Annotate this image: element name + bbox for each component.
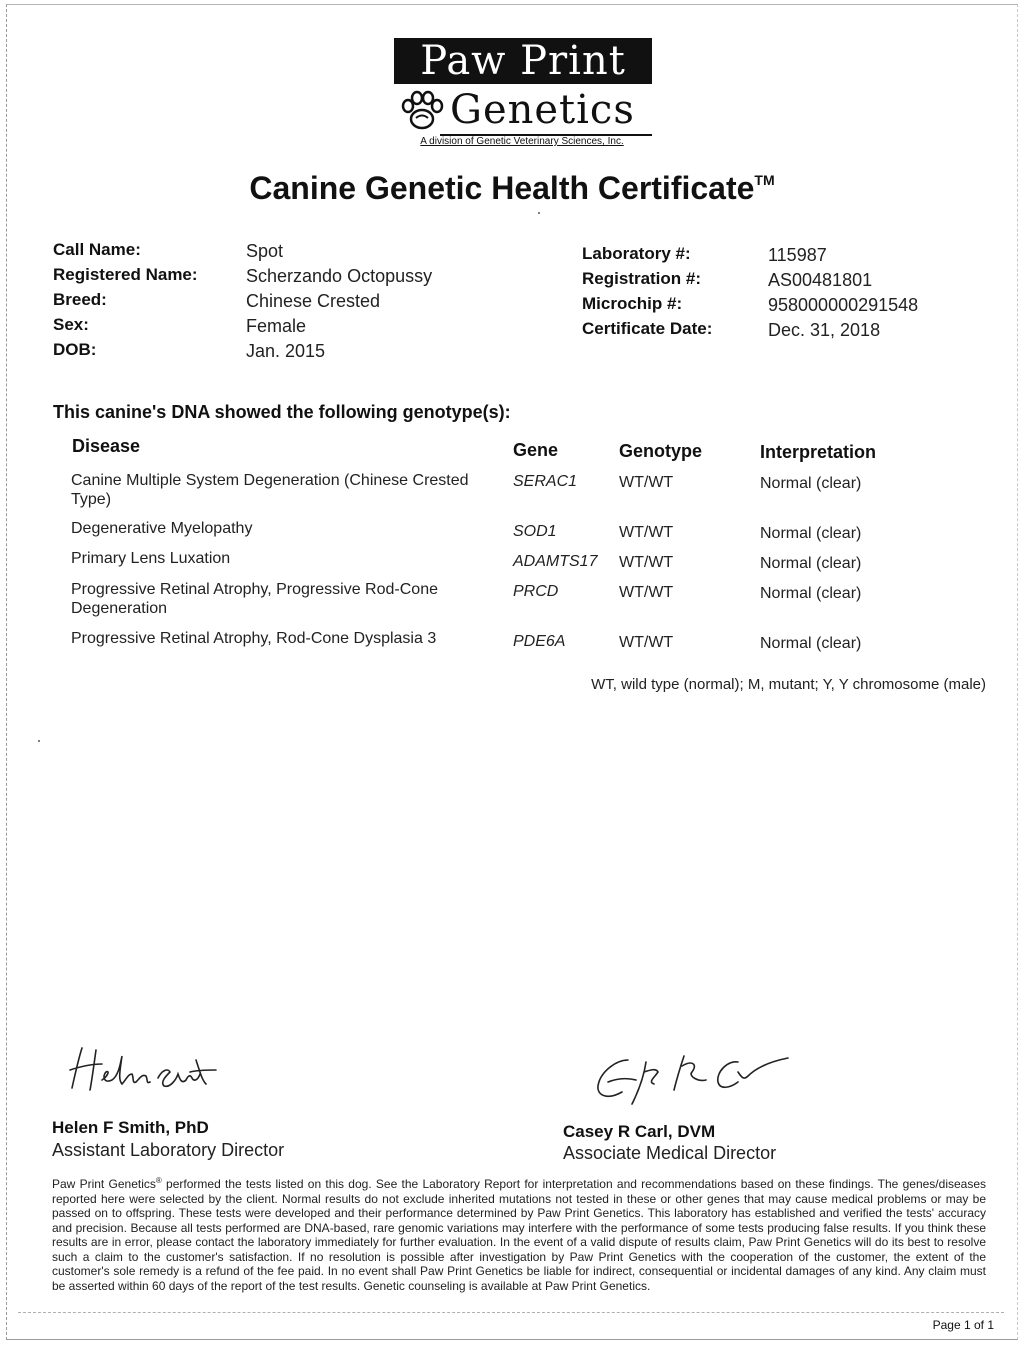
- sex-label: Sex:: [53, 315, 89, 334]
- call-name-value: Spot: [246, 241, 284, 261]
- table-row-disease: Progressive Retinal Atrophy, Progressive Rod-Cone Degeneration: [71, 581, 438, 617]
- footer-rule: [18, 1312, 1004, 1313]
- dob-value: Jan. 2015: [246, 341, 326, 361]
- logo-line-2: Genetics: [450, 87, 635, 133]
- signer-name-1: Helen F Smith, PhD: [52, 1118, 209, 1137]
- signature-casey-carl: [588, 1042, 808, 1112]
- table-row-disease: Canine Multiple System Degeneration (Chinese Crested Type): [71, 472, 469, 508]
- laboratory-number-label: Laboratory #:: [582, 244, 691, 263]
- table-row-disease: Progressive Retinal Atrophy, Rod-Cone Dysplasia 3: [71, 630, 437, 647]
- table-row-disease: Degenerative Myelopathy: [71, 520, 253, 537]
- table-row-genotype: WT/WT: [619, 584, 674, 601]
- breed-value: Chinese Crested: [246, 291, 381, 311]
- table-row-genotype: WT/WT: [619, 554, 674, 571]
- table-row-genotype: WT/WT: [619, 474, 674, 491]
- column-header-gene: Gene: [513, 440, 559, 460]
- scan-speck: [538, 212, 540, 214]
- dob-label: DOB:: [53, 340, 97, 359]
- title-text: Canine Genetic Health Certificate: [249, 170, 755, 206]
- table-row-gene: ADAMTS17: [513, 553, 598, 570]
- signer-title-2: Associate Medical Director: [563, 1143, 777, 1163]
- signer-title-1: Assistant Laboratory Director: [52, 1140, 285, 1160]
- table-row-interpretation: Normal (clear): [760, 525, 862, 542]
- signature-helen-smith: [62, 1040, 222, 1100]
- registered-name-label: Registered Name:: [53, 265, 198, 284]
- logo-division-text: A division of Genetic Veterinary Sciences, Inc.: [420, 136, 624, 147]
- column-header-interpretation: Interpretation: [760, 442, 877, 462]
- table-row-interpretation: Normal (clear): [760, 635, 862, 652]
- table-row-genotype: WT/WT: [619, 524, 674, 541]
- table-row-gene: PRCD: [513, 583, 559, 600]
- disclaimer-text: [52, 1174, 986, 1293]
- page-number: Page 1 of 1: [932, 1318, 994, 1332]
- disclaimer-brand: Paw Print Genetics: [52, 1177, 156, 1191]
- table-row-gene: SOD1: [513, 523, 557, 540]
- microchip-number-value: 958000000291548: [768, 295, 919, 315]
- microchip-number-label: Microchip #:: [582, 294, 683, 313]
- table-row-interpretation: Normal (clear): [760, 555, 862, 572]
- registered-mark: ®: [155, 1176, 162, 1185]
- scan-speck: [38, 740, 40, 742]
- certificate-date-value: Dec. 31, 2018: [768, 320, 881, 340]
- column-header-genotype: Genotype: [619, 441, 703, 461]
- genotype-legend: WT, wild type (normal); M, mutant; Y, Y chromosome (male): [591, 676, 986, 693]
- company-logo: [390, 38, 654, 152]
- certificate-title: [0, 170, 1024, 207]
- registered-name-value: Scherzando Octopussy: [246, 266, 433, 286]
- laboratory-number-value: 115987: [768, 245, 827, 265]
- table-row-gene: SERAC1: [513, 473, 578, 490]
- registration-number-label: Registration #:: [582, 269, 702, 288]
- certificate-date-label: Certificate Date:: [582, 319, 713, 338]
- table-row-interpretation: Normal (clear): [760, 475, 862, 492]
- column-header-disease: Disease: [72, 436, 141, 456]
- disclaimer-body: performed the tests listed on this dog. See the Laboratory Report for interpretation and recommendations based on these findings. The genes/diseases reported here were selected by the client. Normal results do not exclude inherited mutations not tested in these or other genes that may cause medical problems or may be passed on to offspring. These tests were developed and their performance determined by Paw Print Genetics. This laboratory has established and verified the tests' accuracy and precision. Because all tests performed are DNA-based, rare genomic variations may interfere with the performance of some tests producing false results. If you think these results are in error, please contact the laboratory immediately for further evaluation. In the event of a valid dispute of results claim, Paw Print Genetics will do its best to resolve such a claim to the customer's satisfaction. If no resolution is possible after investigation by Paw Print Genetics with the cooperation of the customer, the extent of the customer's sole remedy is a refund of the fee paid. In no event shall Paw Print Genetics be liable for indirect, consequential or incidental damages of any kind. Any claim must be asserted within 60 days of the report of the test results. Genetic counseling is available at Paw Print Genetics.: [52, 1177, 987, 1293]
- table-row-genotype: WT/WT: [619, 634, 674, 651]
- sex-value: Female: [246, 316, 307, 336]
- registration-number-value: AS00481801: [768, 270, 873, 290]
- paw-print-icon: [396, 86, 448, 138]
- logo-line-1: Paw Print: [394, 38, 652, 84]
- table-row-disease: Primary Lens Luxation: [71, 550, 231, 567]
- trademark-mark: TM: [754, 172, 775, 188]
- signer-name-2: Casey R Carl, DVM: [563, 1122, 716, 1141]
- call-name-label: Call Name:: [53, 240, 141, 259]
- breed-label: Breed:: [53, 290, 107, 309]
- table-row-gene: PDE6A: [513, 633, 566, 650]
- table-row-interpretation: Normal (clear): [760, 585, 862, 602]
- results-heading: This canine's DNA showed the following genotype(s):: [53, 402, 511, 422]
